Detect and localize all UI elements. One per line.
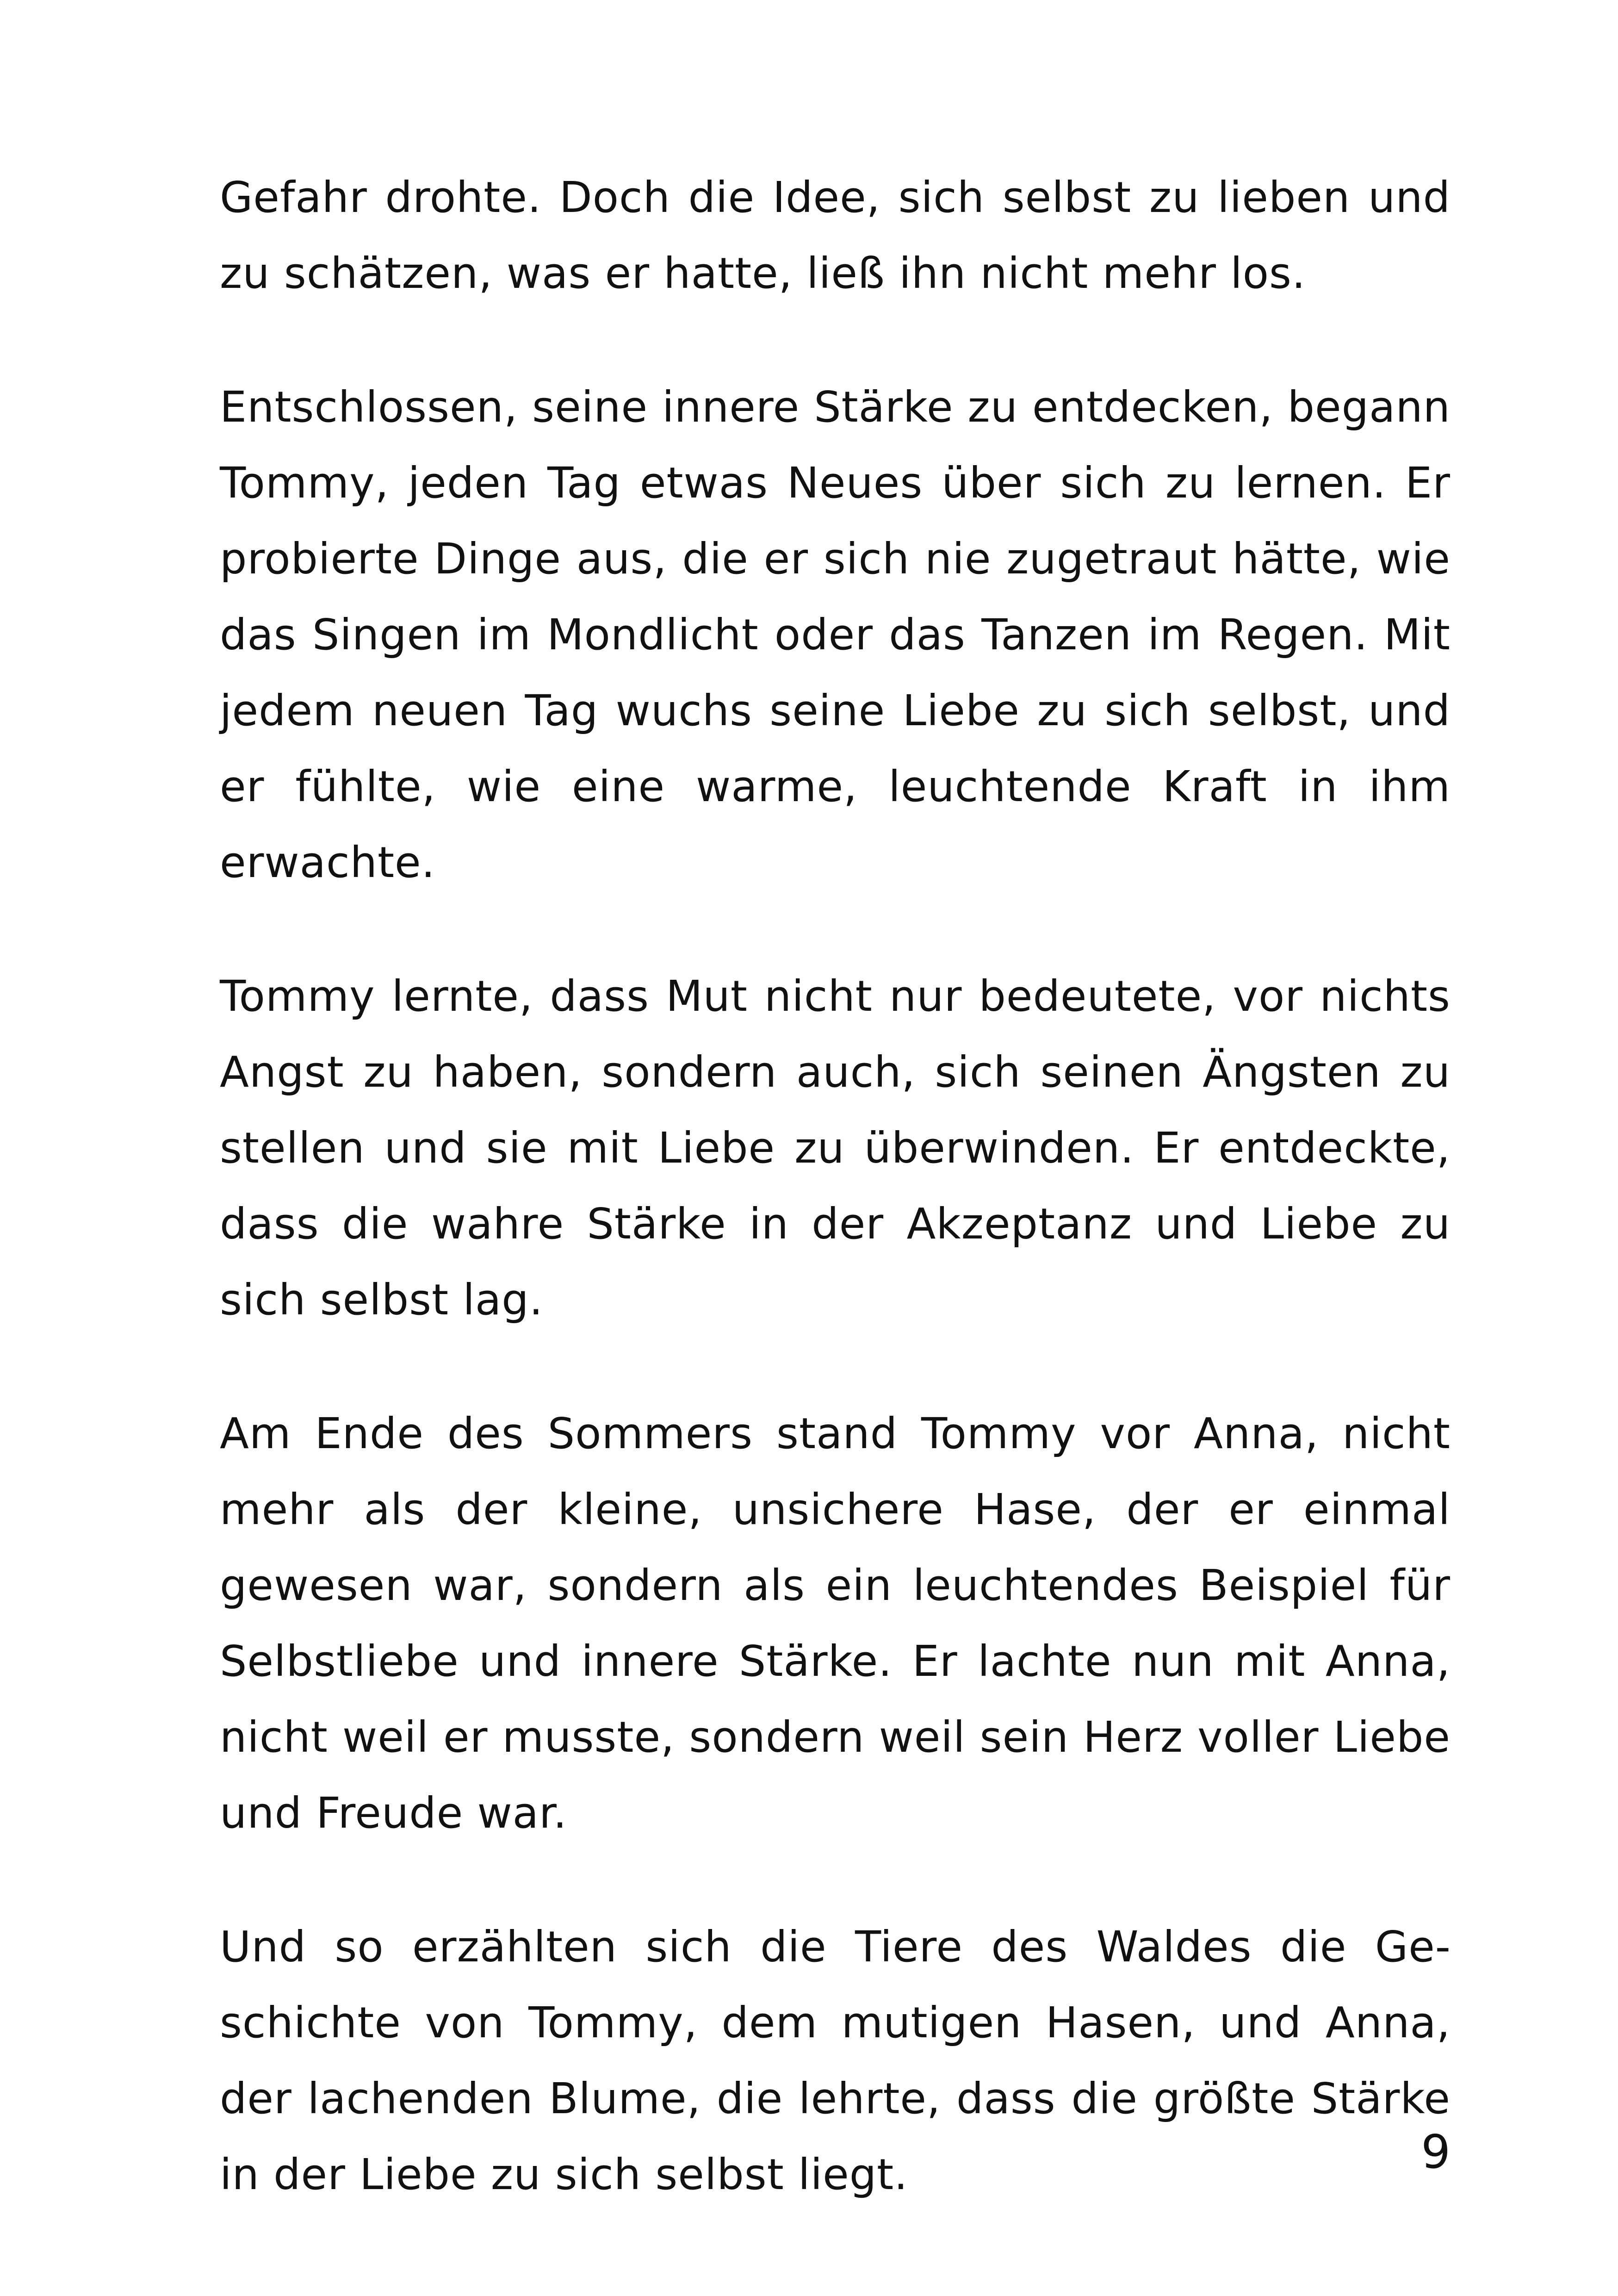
paragraph: Und so erzählten sich die Tiere des Waldes die Geschichte von Tommy, dem mutigen Hasen, und Anna, der lachenden Blume, die lehrte, dass die größte Stärke in der Liebe zu sich selbst liegt. <box>220 1922 1451 2199</box>
paragraph: Am Ende des Sommers stand Tommy vor Anna, nicht mehr als der kleine, unsichere Hase, der er einmal gewesen war, sondern als ein leuchtendes Beispiel für Selbstliebe und innere Stärke. Er lachte nun mit Anna, nicht weil er musste, sondern weil sein Herz voller Liebe und Freude war. <box>220 1409 1451 1838</box>
page-number: 9 <box>1421 2125 1451 2179</box>
paragraph: Gefahr drohte. Doch die Idee, sich selbst zu lieben und zu schätzen, was er hatte, ließ ihn nicht mehr los. <box>220 173 1451 298</box>
story-text <box>220 160 1451 2213</box>
paragraph: Entschlossen, seine innere Stärke zu entdecken, begann Tommy, jeden Tag etwas Neues über sich zu lernen. Er probierte Dinge aus, die er sich nie zugetraut hätte, wie das Singen im Mondlicht oder das Tanzen im Regen. Mit jedem neuen Tag wuchs seine Liebe zu sich selbst, und er fühlte, wie eine warme, leuchtende Kraft in ihm erwachte. <box>220 382 1451 887</box>
paragraph: Tommy lernte, dass Mut nicht nur bedeutete, vor nichts Angst zu haben, sondern auch, sich seinen Ängsten zu stellen und sie mit Liebe zu überwinden. Er entdeckte, dass die wahre Stärke in der Akzeptanz und Liebe zu sich selbst lag. <box>220 971 1451 1325</box>
